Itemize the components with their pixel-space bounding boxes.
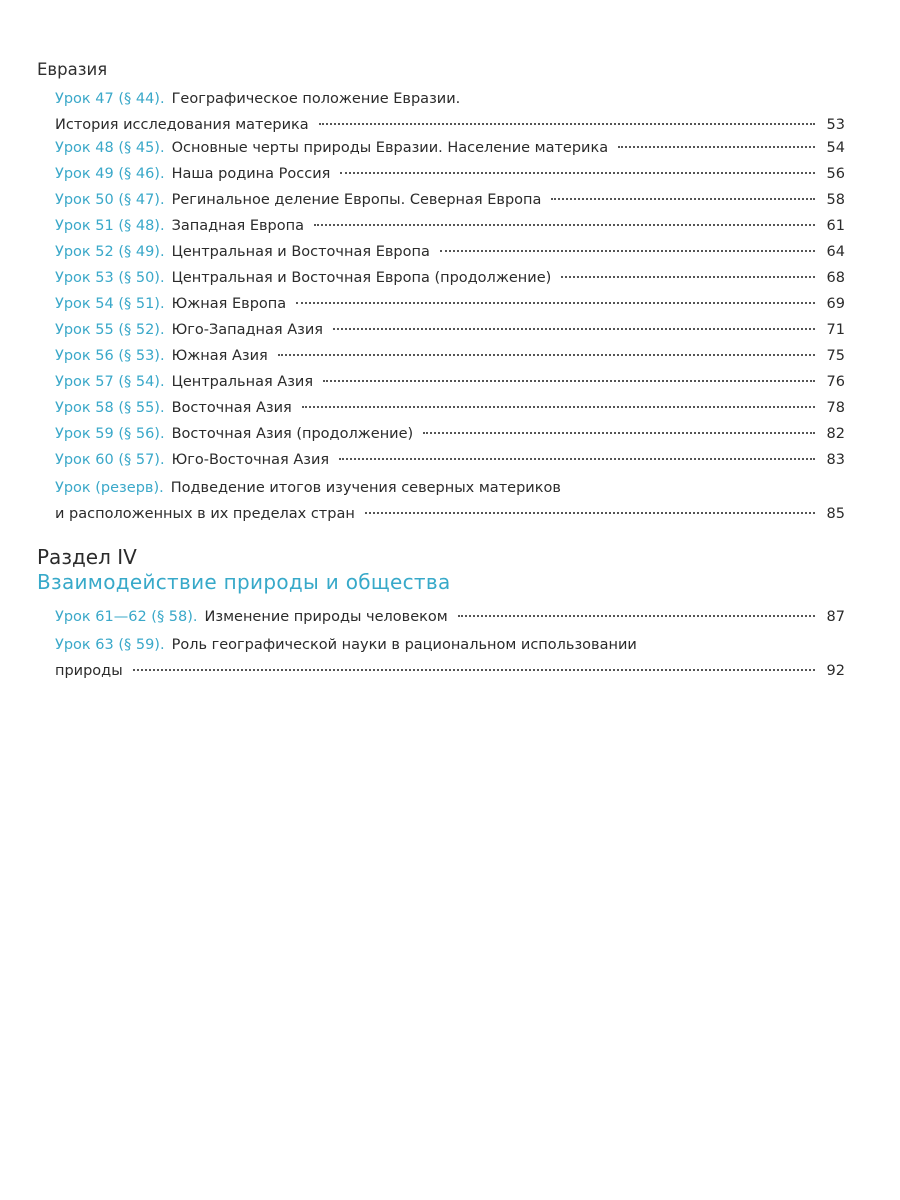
lesson-title: Центральная и Восточная Европа (продолжение)	[171, 270, 552, 286]
dot-leader	[323, 380, 815, 382]
dot-leader	[339, 458, 815, 460]
lesson-number: Урок 55 (§ 52).	[55, 322, 165, 338]
dot-leader	[423, 432, 815, 434]
dot-leader	[551, 198, 815, 200]
lesson-number: Урок 53 (§ 50).	[55, 270, 165, 286]
dot-leader	[365, 512, 815, 514]
lesson-number: Урок 58 (§ 55).	[55, 400, 165, 416]
toc-entry[interactable]	[55, 161, 845, 187]
lesson-number: Урок 59 (§ 56).	[55, 426, 165, 442]
lesson-number: Урок 63 (§ 59).	[55, 637, 165, 653]
dot-leader	[440, 250, 815, 252]
lesson-number: Урок 50 (§ 47).	[55, 192, 165, 208]
toc-entry[interactable]	[55, 187, 845, 213]
lesson-title-continued: История исследования материка	[55, 117, 309, 133]
lesson-title: Основные черты природы Евразии. Население материка	[171, 140, 609, 156]
page-number: 64	[826, 244, 845, 260]
section-heading-eurasia: Евразия	[37, 60, 108, 79]
lesson-number: Урок 51 (§ 48).	[55, 218, 165, 234]
toc-entry[interactable]	[55, 604, 845, 630]
toc-entry[interactable]	[55, 395, 845, 421]
page-number: 53	[826, 117, 845, 133]
lesson-title: Наша родина Россия	[171, 166, 331, 182]
toc-entry[interactable]	[55, 135, 845, 161]
lesson-title: Восточная Азия (продолжение)	[171, 426, 414, 442]
lesson-number: Урок 54 (§ 51).	[55, 296, 165, 312]
lesson-number: Урок 48 (§ 45).	[55, 140, 165, 156]
toc-entry[interactable]	[55, 475, 845, 527]
lesson-number: Урок 47 (§ 44).	[55, 91, 165, 107]
page-number: 83	[826, 452, 845, 468]
dot-leader	[340, 172, 815, 174]
page-number: 85	[826, 506, 845, 522]
lesson-title: Роль географической науки в рациональном использовании	[171, 637, 637, 653]
page-number: 68	[826, 270, 845, 286]
dot-leader	[314, 224, 815, 226]
part-title: Раздел IV	[37, 545, 137, 569]
toc-entry[interactable]	[55, 632, 845, 684]
lesson-title: Западная Европа	[171, 218, 304, 234]
lesson-title-continued: и расположенных в их пределах стран	[55, 506, 355, 522]
page-number: 61	[826, 218, 845, 234]
page-number: 56	[826, 166, 845, 182]
page-number: 82	[826, 426, 845, 442]
lesson-title: Южная Азия	[171, 348, 268, 364]
toc-entry[interactable]	[55, 317, 845, 343]
toc-entry[interactable]	[55, 265, 845, 291]
lesson-title: Подведение итогов изучения северных материков	[170, 480, 561, 496]
dot-leader	[302, 406, 815, 408]
toc-entry[interactable]	[55, 86, 845, 138]
lesson-title: Центральная и Восточная Европа	[171, 244, 430, 260]
lesson-title: Юго-Восточная Азия	[171, 452, 330, 468]
toc-entry[interactable]	[55, 421, 845, 447]
dot-leader	[319, 123, 815, 125]
lesson-number: Урок 57 (§ 54).	[55, 374, 165, 390]
toc-entry[interactable]	[55, 291, 845, 317]
page-number: 87	[826, 609, 845, 625]
toc-entry[interactable]	[55, 447, 845, 473]
lesson-number: Урок 61—62 (§ 58).	[55, 609, 198, 625]
dot-leader	[561, 276, 815, 278]
lesson-title: Юго-Западная Азия	[171, 322, 323, 338]
lesson-title: Географическое положение Евразии.	[171, 91, 461, 107]
dot-leader	[296, 302, 815, 304]
lesson-title: Восточная Азия	[171, 400, 292, 416]
page-number: 92	[826, 663, 845, 679]
lesson-number: Урок 52 (§ 49).	[55, 244, 165, 260]
part-subtitle: Взаимодействие природы и общества	[37, 570, 451, 594]
lesson-number: Урок (резерв).	[55, 480, 164, 496]
dot-leader	[133, 669, 815, 671]
page-number: 75	[826, 348, 845, 364]
lesson-title-continued: природы	[55, 663, 123, 679]
page-number: 78	[826, 400, 845, 416]
dot-leader	[458, 615, 815, 617]
dot-leader	[278, 354, 815, 356]
page-number: 69	[826, 296, 845, 312]
lesson-number: Урок 60 (§ 57).	[55, 452, 165, 468]
dot-leader	[618, 146, 815, 148]
lesson-title: Регинальное деление Европы. Северная Европа	[171, 192, 542, 208]
lesson-number: Урок 49 (§ 46).	[55, 166, 165, 182]
page-number: 58	[826, 192, 845, 208]
lesson-title: Изменение природы человеком	[204, 609, 448, 625]
lesson-number: Урок 56 (§ 53).	[55, 348, 165, 364]
toc-entry[interactable]	[55, 343, 845, 369]
toc-entry[interactable]	[55, 213, 845, 239]
lesson-title: Южная Европа	[171, 296, 287, 312]
page-number: 54	[826, 140, 845, 156]
toc-entry[interactable]	[55, 369, 845, 395]
dot-leader	[333, 328, 815, 330]
page-number: 71	[826, 322, 845, 338]
toc-entry[interactable]	[55, 239, 845, 265]
page-number: 76	[826, 374, 845, 390]
lesson-title: Центральная Азия	[171, 374, 314, 390]
